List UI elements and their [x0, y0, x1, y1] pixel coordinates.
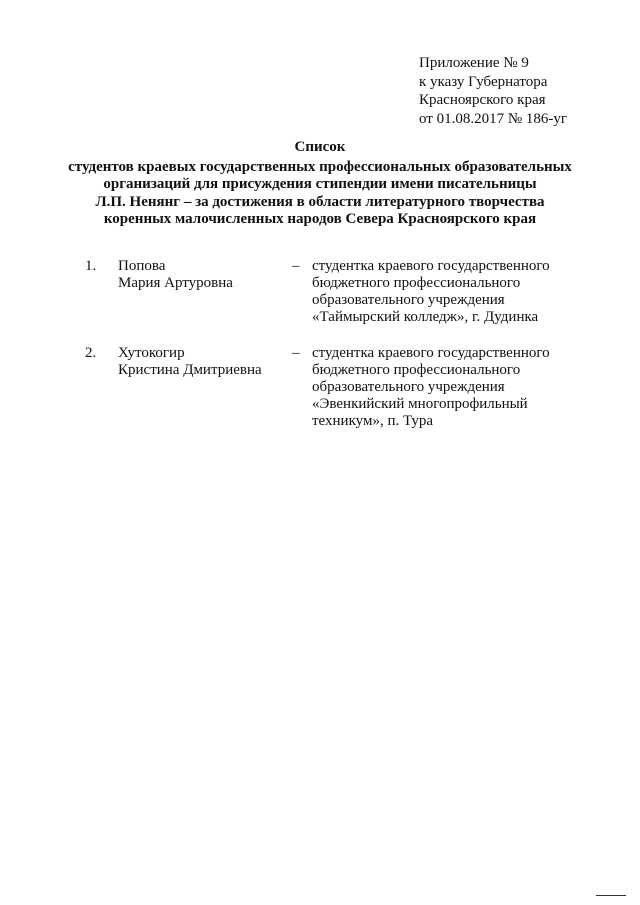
description-line: образовательного учреждения [312, 379, 505, 395]
student-name [118, 345, 262, 379]
title-line: Л.П. Ненянг – за достижения в области литературного творчества [95, 193, 545, 210]
description-line: студентка краевого государственного [312, 258, 550, 274]
student-given-names: Мария Артуровна [118, 275, 233, 291]
description-line: техникум», п. Тура [312, 413, 434, 429]
appendix-reference [419, 54, 567, 128]
appendix-line: Приложение № 9 [419, 55, 529, 71]
title-line: студентов краевых государственных профессиональных образовательных [68, 158, 572, 175]
description-line: студентка краевого государственного [312, 345, 550, 361]
student-description [312, 345, 612, 430]
document-title [40, 139, 600, 229]
student-description [312, 258, 612, 326]
student-surname: Попова [118, 258, 166, 274]
description-line: бюджетного профессионального [312, 275, 521, 291]
title-line: организаций для присуждения стипендии имени писательницы [103, 176, 537, 192]
appendix-line: от 01.08.2017 № 186-уг [419, 110, 568, 127]
description-line: бюджетного профессионального [312, 362, 521, 378]
student-name [118, 258, 233, 292]
description-line: «Таймырский колледж», г. Дудинка [312, 309, 539, 325]
entry-number: 2. [85, 345, 97, 361]
page-edge-line [596, 895, 626, 896]
description-line: образовательного учреждения [312, 292, 505, 308]
student-given-names: Кристина Дмитриевна [118, 362, 262, 378]
appendix-line: к указу Губернатора [419, 73, 548, 90]
entry-dash: – [292, 345, 300, 361]
entry-dash: – [292, 258, 300, 274]
appendix-line: Красноярского края [419, 92, 546, 108]
title-main: Список [294, 139, 346, 155]
student-surname: Хутокогир [118, 345, 185, 361]
description-line: «Эвенкийский многопрофильный [312, 396, 528, 412]
title-line: коренных малочисленных народов Севера Красноярского края [103, 211, 537, 227]
entry-number: 1. [85, 258, 97, 274]
